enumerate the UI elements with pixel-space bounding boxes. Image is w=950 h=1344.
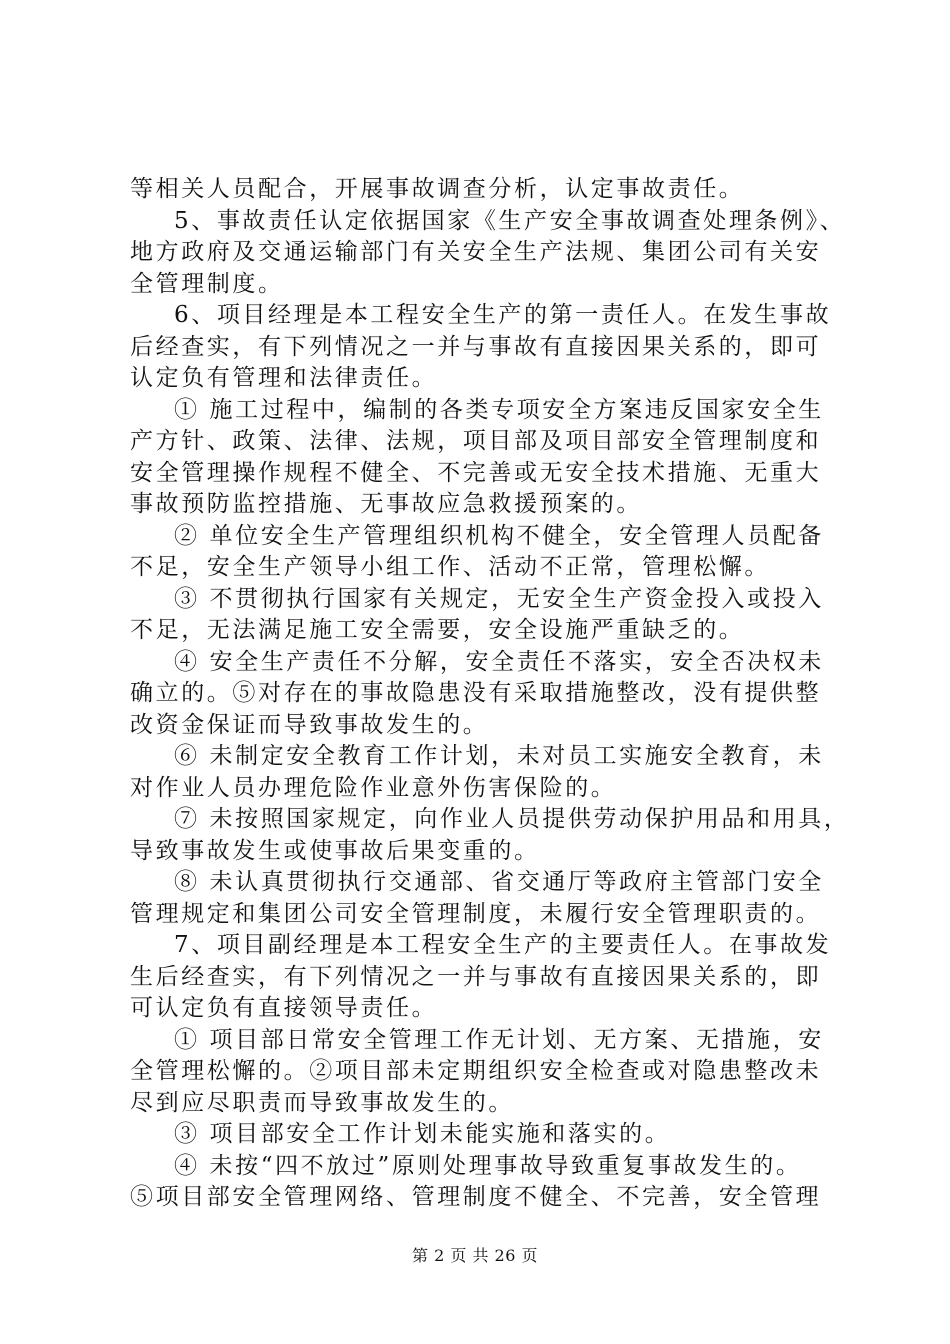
text-line: ④ 未按“四不放过”原则处理事故导致重复事故发生的。 [174,1152,802,1179]
text-line: 认定负有管理和法律责任。 [130,365,438,391]
text-line: ① 项目部日常安全管理工作无计划、无方案、无措施，安 [174,1026,824,1053]
text-line: ⑥ 未制定安全教育工作计划，未对员工实施安全教育，未 [174,743,824,769]
text-line: 生后经查实，有下列情况之一并与事故有直接因果关系的，即 [130,963,822,990]
text-line: 后经查实，有下列情况之一并与事故有直接因果关系的，即可 [130,333,822,360]
text-line: 安全管理操作规程不健全、不完善或无安全技术措施、无重大 [130,459,822,486]
text-line: 6、项目经理是本工程安全生产的第一责任人。在发生事故 [174,302,832,328]
text-line: 事故预防监控措施、无事故应急救援预案的。 [130,491,642,517]
text-line: 尽到应尽职责而导致事故发生的。 [130,1089,514,1116]
text-line: 全管理制度。 [130,270,284,297]
text-line: ② 单位安全生产管理组织机构不健全，安全管理人员配备 [174,522,824,549]
text-line: 产方针、政策、法律、法规，项目部及项目部安全管理制度和 [130,428,822,454]
text-line: 确立的。⑤对存在的事故隐患没有采取措施整改，没有提供整 [130,680,822,706]
text-line: ③ 项目部安全工作计划未能实施和落实的。 [174,1121,671,1147]
text-line: 等相关人员配合，开展事故调查分析，认定事故责任。 [130,176,745,202]
text-line: ④ 安全生产责任不分解，安全责任不落实，安全否决权未 [174,648,824,675]
text-line: 全管理松懈的。②项目部未定期组织安全检查或对隐患整改未 [130,1058,822,1084]
text-line: ① 施工过程中，编制的各类专项安全方案违反国家安全生 [174,396,824,423]
text-line: ⑤项目部安全管理网络、管理制度不健全、不完善，安全管理 [130,1184,822,1210]
text-line: 导致事故发生或使事故后果变重的。 [130,837,540,864]
text-line: 管理规定和集团公司安全管理制度，未履行安全管理职责的。 [130,900,822,927]
text-line: 地方政府及交通运输部门有关安全生产法规、集团公司有关安 [130,239,822,265]
text-line: 7、项目副经理是本工程安全生产的主要责任人。在事故发 [174,932,832,958]
page-number-footer: 第 2 页 共 26 页 [412,1246,538,1265]
text-line: 对作业人员办理危险作业意外伤害保险的。 [130,774,617,801]
text-line: 5、事故责任认定依据国家《生产安全事故调查处理条例》、 [174,207,846,234]
text-line: 可认定负有直接领导责任。 [130,995,438,1021]
text-line: ③ 不贯彻执行国家有关规定，无安全生产资金投入或投入 [174,585,824,612]
text-line: ⑦ 未按照国家规定，向作业人员提供劳动保护用品和用具， [174,806,850,832]
text-line: 改资金保证而导致事故发生的。 [130,711,489,738]
text-line: ⑧ 未认真贯彻执行交通部、省交通厅等政府主管部门安全 [174,869,824,895]
document-body [130,174,850,1214]
text-line: 不足，安全生产领导小组工作、活动不正常，管理松懈。 [130,554,770,580]
text-line: 不足，无法满足施工安全需要，安全设施严重缺乏的。 [130,617,745,643]
